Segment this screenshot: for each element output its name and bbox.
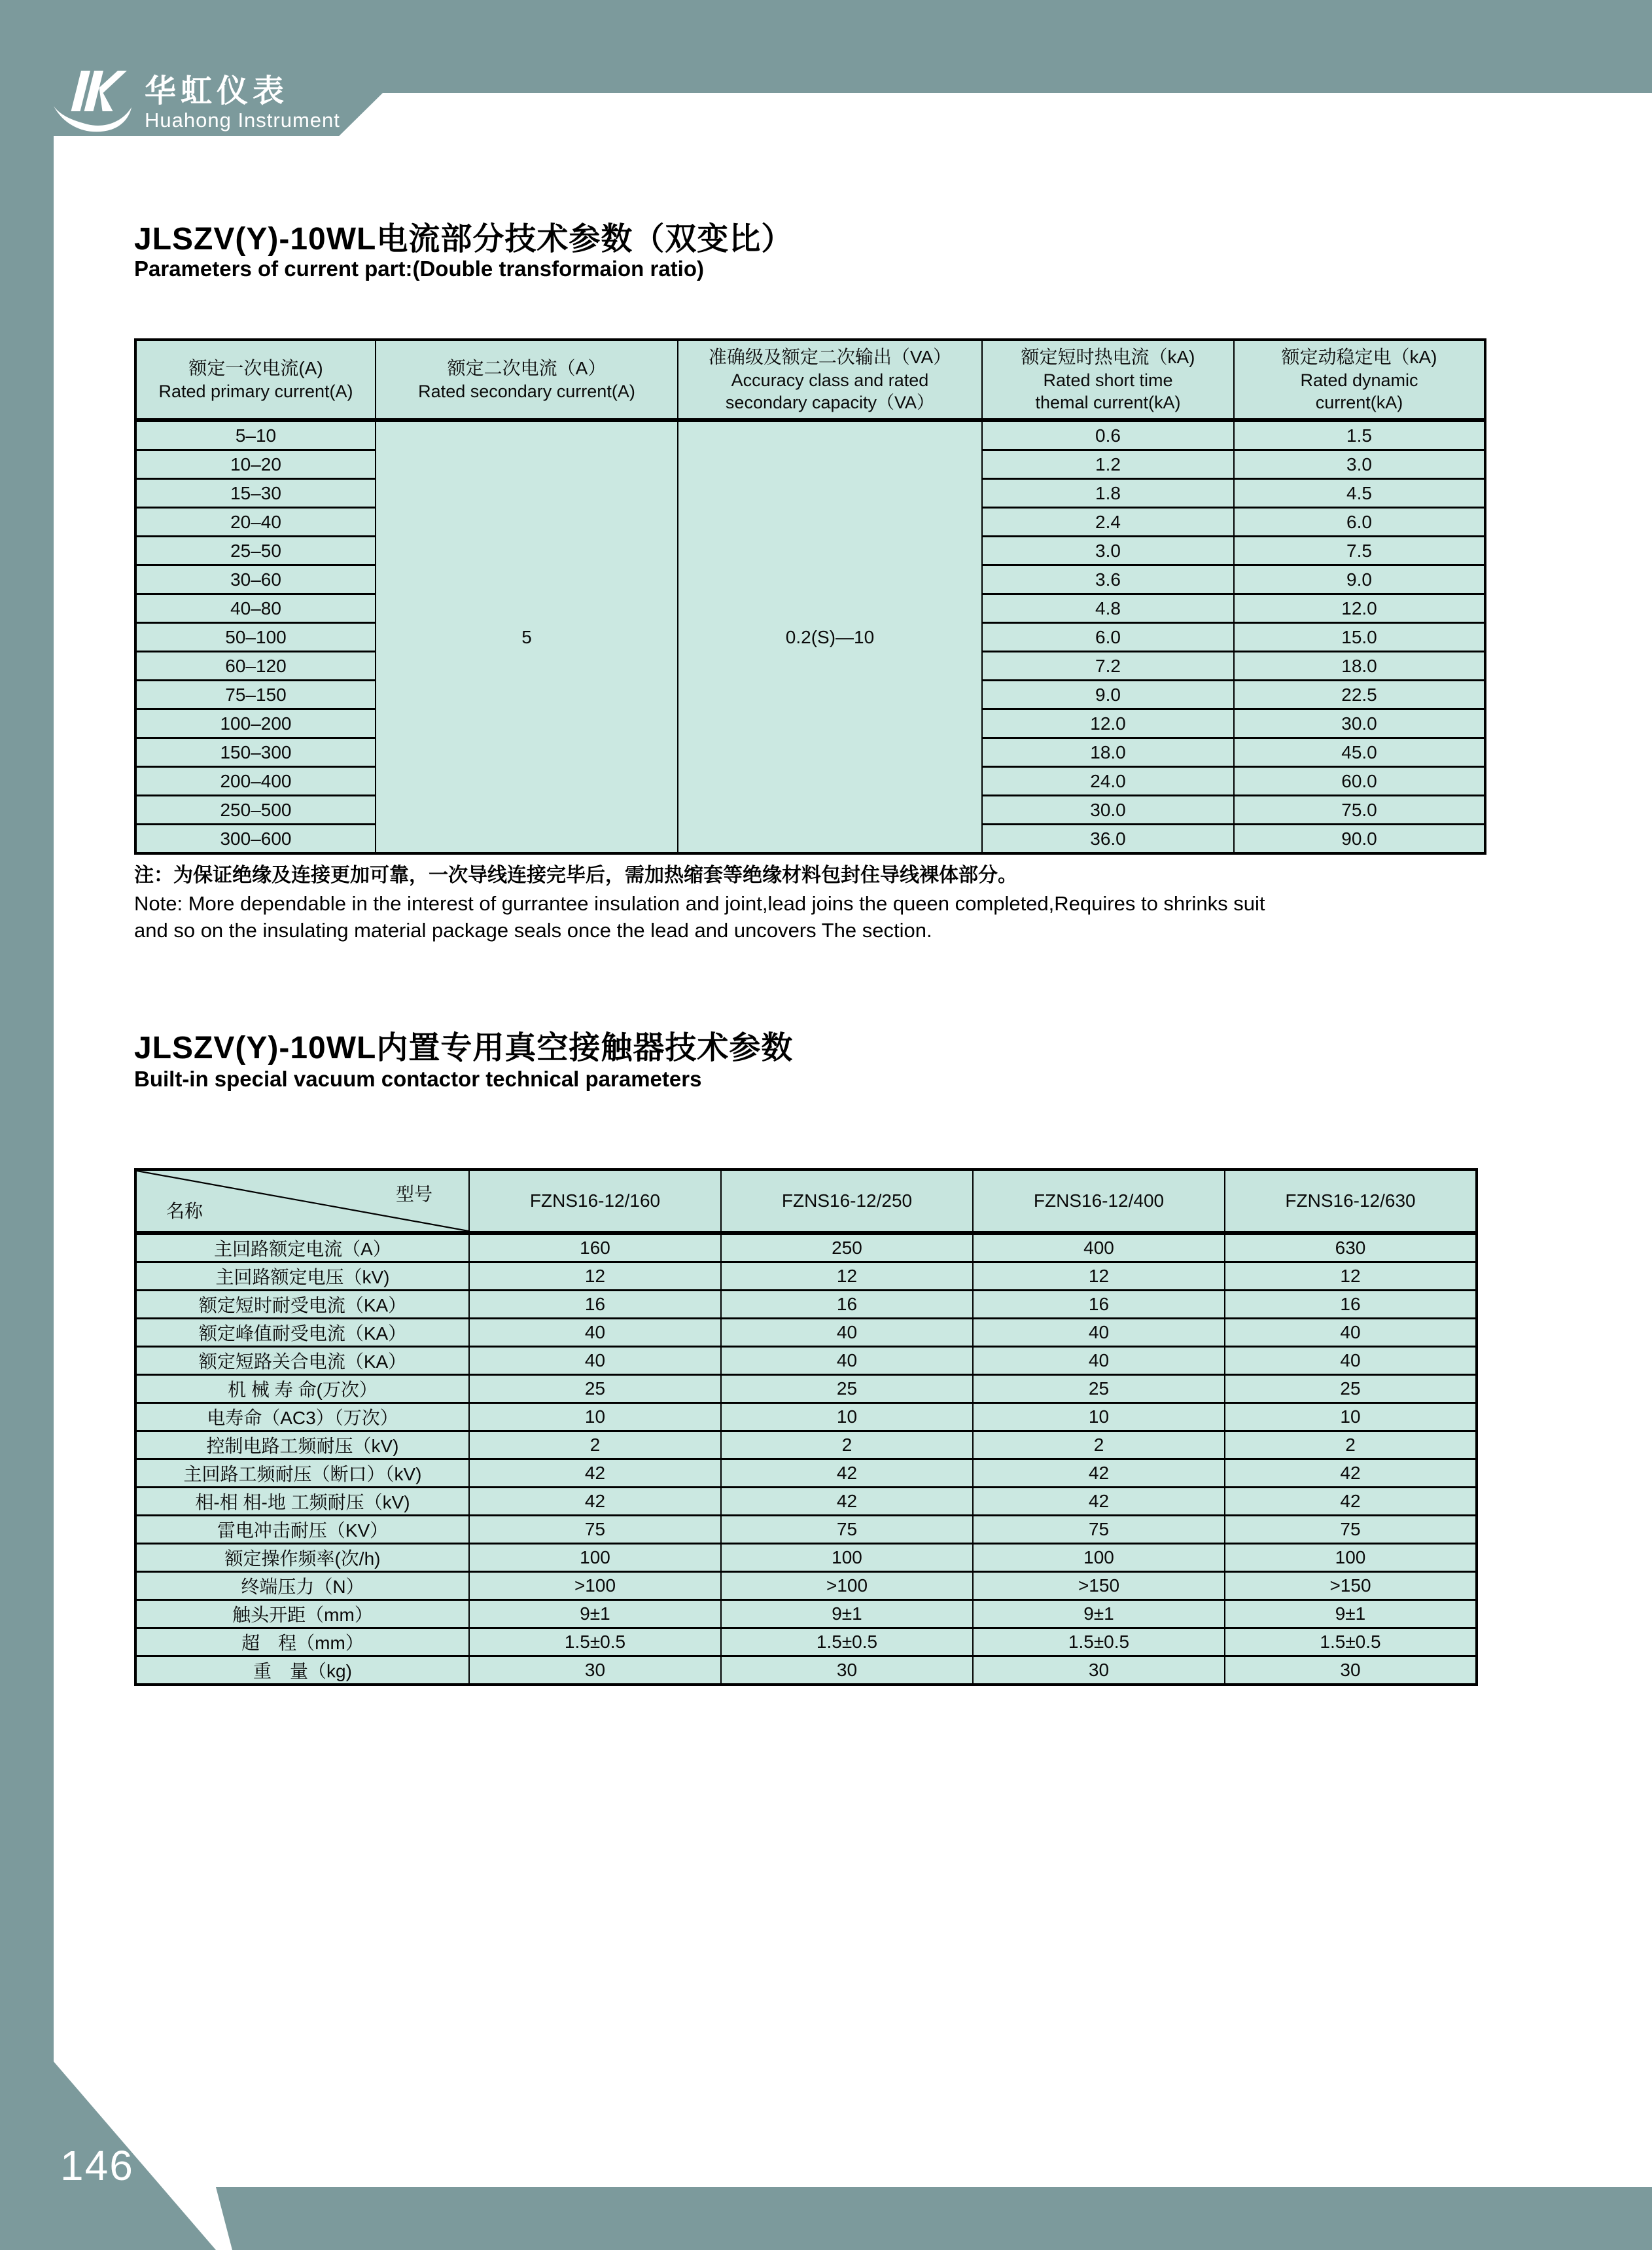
table-cell: 7.2: [982, 652, 1234, 681]
parameter-value-cell: 9±1: [469, 1600, 721, 1628]
table-cell: 24.0: [982, 767, 1234, 796]
parameter-value-cell: 75: [1225, 1516, 1477, 1544]
parameter-label-cell: 额定操作频率(次/h): [135, 1544, 469, 1572]
model-column-header: FZNS16-12/630: [1225, 1170, 1477, 1233]
parameter-value-cell: >150: [1225, 1572, 1477, 1600]
table-cell: 12.0: [982, 709, 1234, 738]
logo-chinese-name: 华虹仪表: [145, 74, 289, 109]
parameter-value-cell: 400: [973, 1233, 1225, 1262]
table-cell: 15.0: [1234, 623, 1485, 652]
table-row: [135, 1319, 1477, 1347]
parameter-value-cell: 75: [721, 1516, 973, 1544]
column-header: [135, 340, 376, 420]
contactor-table-body: [135, 1233, 1477, 1685]
parameter-value-cell: 42: [1225, 1488, 1477, 1516]
table-cell: 18.0: [1234, 652, 1485, 681]
table-cell: 60.0: [1234, 767, 1485, 796]
parameter-value-cell: 30: [973, 1656, 1225, 1685]
parameter-label-cell: 雷电冲击耐压（KV）: [135, 1516, 469, 1544]
parameter-label-cell: 电寿命（AC3）（万次）: [135, 1403, 469, 1431]
column-header: [376, 340, 678, 420]
parameter-value-cell: 100: [1225, 1544, 1477, 1572]
table-row: [135, 1516, 1477, 1544]
table-cell: 6.0: [1234, 508, 1485, 537]
table-cell: 25–50: [135, 537, 376, 565]
parameter-value-cell: 75: [469, 1516, 721, 1544]
corner-label-model: 型号: [395, 1184, 432, 1204]
table-row: [135, 1291, 1477, 1319]
table-cell: 40–80: [135, 594, 376, 623]
header-cn: 额定短时热电流（kA): [1021, 347, 1195, 367]
column-header: [982, 340, 1234, 420]
table-cell: 22.5: [1234, 681, 1485, 709]
parameter-value-cell: 40: [721, 1347, 973, 1375]
parameter-label-cell: 相-相 相-地 工频耐压（kV): [135, 1488, 469, 1516]
parameter-value-cell: 250: [721, 1233, 973, 1262]
parameter-value-cell: 40: [721, 1319, 973, 1347]
table-cell: 4.5: [1234, 479, 1485, 508]
parameter-value-cell: 30: [721, 1656, 973, 1685]
header-cn: 额定二次电流（A）: [447, 358, 606, 378]
header-cn: 额定动稳定电（kA): [1281, 347, 1437, 367]
parameter-label-cell: 超 程（mm）: [135, 1628, 469, 1656]
table-cell: 50–100: [135, 623, 376, 652]
parameter-value-cell: >100: [469, 1572, 721, 1600]
parameter-value-cell: 9±1: [721, 1600, 973, 1628]
table-cell: 12.0: [1234, 594, 1485, 623]
table-row: [135, 1572, 1477, 1600]
brand-logo: [51, 65, 340, 139]
parameter-value-cell: 160: [469, 1233, 721, 1262]
table-cell: 10–20: [135, 450, 376, 479]
parameter-value-cell: 10: [469, 1403, 721, 1431]
table-cell: 9.0: [1234, 565, 1485, 594]
model-column-header: FZNS16-12/400: [973, 1170, 1225, 1233]
parameter-value-cell: 12: [721, 1262, 973, 1291]
note-chinese: 注：为保证绝缘及连接更加可靠，一次导线连接完毕后，需加热缩套等绝缘材料包封住导线裸体部分。: [134, 865, 1017, 886]
parameter-value-cell: 25: [721, 1375, 973, 1403]
table-cell: 15–30: [135, 479, 376, 508]
table-row: [135, 1262, 1477, 1291]
parameter-value-cell: 30: [1225, 1656, 1477, 1685]
parameter-value-cell: 40: [973, 1319, 1225, 1347]
table-cell: 250–500: [135, 796, 376, 825]
parameter-value-cell: 1.5±0.5: [469, 1628, 721, 1656]
table-cell: 100–200: [135, 709, 376, 738]
parameter-value-cell: >150: [973, 1572, 1225, 1600]
header-en: Rated secondary current(A): [418, 382, 635, 401]
parameter-value-cell: 1.5±0.5: [1225, 1628, 1477, 1656]
parameter-value-cell: 75: [973, 1516, 1225, 1544]
table-cell: 30.0: [1234, 709, 1485, 738]
table-cell: 90.0: [1234, 825, 1485, 854]
table-header-row: [135, 1170, 1477, 1233]
table-cell: 3.0: [1234, 450, 1485, 479]
parameter-label-cell: 主回路额定电流（A）: [135, 1233, 469, 1262]
parameter-value-cell: 40: [1225, 1347, 1477, 1375]
table-row: [135, 420, 1485, 450]
diagonal-corner-cell: [135, 1170, 469, 1233]
table-cell: 45.0: [1234, 738, 1485, 767]
header-en: Accuracy class and rated secondary capacity（VA）: [725, 370, 935, 412]
header-cn: 额定一次电流(A): [188, 358, 323, 378]
contactor-parameters-table: [134, 1168, 1478, 1686]
table-cell: 60–120: [135, 652, 376, 681]
parameter-label-cell: 控制电路工频耐压（kV): [135, 1431, 469, 1459]
table-cell: 30.0: [982, 796, 1234, 825]
table-row: [135, 1459, 1477, 1488]
parameter-value-cell: 25: [973, 1375, 1225, 1403]
current-parameters-table: [134, 338, 1486, 855]
table-note: [134, 861, 1265, 944]
header-en: Rated dynamic current(kA): [1300, 370, 1418, 412]
section1-subtitle: Parameters of current part:(Double transformaion ratio): [134, 257, 704, 281]
parameter-label-cell: 触头开距（mm）: [135, 1600, 469, 1628]
parameter-value-cell: 12: [973, 1262, 1225, 1291]
table-row: [135, 1431, 1477, 1459]
parameter-value-cell: 1.5±0.5: [973, 1628, 1225, 1656]
parameter-value-cell: 42: [973, 1488, 1225, 1516]
table-cell: 18.0: [982, 738, 1234, 767]
merged-accuracy-class-cell: 0.2(S)—10: [678, 420, 982, 853]
parameter-value-cell: 42: [469, 1459, 721, 1488]
parameter-value-cell: 10: [721, 1403, 973, 1431]
parameter-value-cell: 2: [469, 1431, 721, 1459]
parameter-value-cell: 25: [1225, 1375, 1477, 1403]
table-cell: 5–10: [135, 420, 376, 450]
parameter-value-cell: 9±1: [973, 1600, 1225, 1628]
logo-english-name: Huahong Instrument: [145, 109, 340, 132]
table-cell: 6.0: [982, 623, 1234, 652]
model-column-header: FZNS16-12/250: [721, 1170, 973, 1233]
left-sidebar-shape: [0, 0, 54, 2250]
parameter-label-cell: 主回路额定电压（kV): [135, 1262, 469, 1291]
parameter-value-cell: 16: [721, 1291, 973, 1319]
parameter-value-cell: 630: [1225, 1233, 1477, 1262]
parameter-value-cell: 42: [721, 1459, 973, 1488]
note-english-line2: and so on the insulating material package seals once the lead and uncovers The section.: [134, 919, 932, 942]
table-cell: 1.5: [1234, 420, 1485, 450]
parameter-value-cell: 100: [973, 1544, 1225, 1572]
table-cell: 20–40: [135, 508, 376, 537]
parameter-value-cell: 12: [1225, 1262, 1477, 1291]
parameter-label-cell: 额定短时耐受电流（KA）: [135, 1291, 469, 1319]
parameter-label-cell: 额定短路关合电流（KA）: [135, 1347, 469, 1375]
parameter-value-cell: 42: [973, 1459, 1225, 1488]
column-header: [1234, 340, 1485, 420]
parameter-value-cell: 42: [721, 1488, 973, 1516]
table-cell: 75–150: [135, 681, 376, 709]
parameter-value-cell: 2: [1225, 1431, 1477, 1459]
table-cell: 4.8: [982, 594, 1234, 623]
column-header: [678, 340, 982, 420]
section2-title: JLSZV(Y)-10WL内置专用真空接触器技术参数: [134, 1031, 794, 1065]
table-row: [135, 1628, 1477, 1656]
current-table-body: [135, 420, 1485, 853]
table-cell: 150–300: [135, 738, 376, 767]
table-row: [135, 1403, 1477, 1431]
parameter-label-cell: 机 械 寿 命(万次）: [135, 1375, 469, 1403]
header-en: Rated primary current(A): [158, 382, 353, 401]
table-cell: 1.8: [982, 479, 1234, 508]
parameter-label-cell: 额定峰值耐受电流（KA）: [135, 1319, 469, 1347]
table-cell: 36.0: [982, 825, 1234, 854]
parameter-value-cell: 40: [469, 1319, 721, 1347]
table-row: [135, 1347, 1477, 1375]
parameter-value-cell: 9±1: [1225, 1600, 1477, 1628]
parameter-value-cell: 2: [721, 1431, 973, 1459]
parameter-value-cell: 10: [973, 1403, 1225, 1431]
parameter-value-cell: >100: [721, 1572, 973, 1600]
table-row: [135, 1233, 1477, 1262]
table-row: [135, 1488, 1477, 1516]
parameter-value-cell: 16: [1225, 1291, 1477, 1319]
table-row: [135, 1544, 1477, 1572]
table-cell: 1.2: [982, 450, 1234, 479]
table-cell: 2.4: [982, 508, 1234, 537]
table-row: [135, 1375, 1477, 1403]
parameter-value-cell: 40: [469, 1347, 721, 1375]
parameter-value-cell: 42: [469, 1488, 721, 1516]
section1-title: JLSZV(Y)-10WL电流部分技术参数（双变比）: [134, 222, 794, 257]
table-cell: 7.5: [1234, 537, 1485, 565]
table-cell: 30–60: [135, 565, 376, 594]
parameter-label-cell: 主回路工频耐压（断口）（kV): [135, 1459, 469, 1488]
table-cell: 300–600: [135, 825, 376, 854]
parameter-value-cell: 10: [1225, 1403, 1477, 1431]
footer-band-shape: [216, 2187, 1652, 2250]
parameter-value-cell: 100: [469, 1544, 721, 1572]
parameter-value-cell: 12: [469, 1262, 721, 1291]
header-en: Rated short time themal current(kA): [1035, 370, 1181, 412]
table-header-row: [135, 340, 1485, 420]
model-column-header: FZNS16-12/160: [469, 1170, 721, 1233]
header-cn: 准确级及额定二次输出（VA）: [708, 347, 952, 367]
parameter-label-cell: 重 量（kg): [135, 1656, 469, 1685]
parameter-value-cell: 1.5±0.5: [721, 1628, 973, 1656]
parameter-value-cell: 100: [721, 1544, 973, 1572]
parameter-value-cell: 16: [973, 1291, 1225, 1319]
table-cell: 0.6: [982, 420, 1234, 450]
section2-subtitle: Built-in special vacuum contactor technical parameters: [134, 1067, 702, 1091]
table-row: [135, 1656, 1477, 1685]
table-row: [135, 1600, 1477, 1628]
merged-secondary-current-cell: 5: [376, 420, 678, 853]
parameter-label-cell: 终端压力（N）: [135, 1572, 469, 1600]
note-english-line1: Note: More dependable in the interest of gurrantee insulation and joint,lead joins the queen completed,Requires to shrinks suit: [134, 892, 1265, 915]
huahong-logo-icon: [51, 65, 133, 139]
parameter-value-cell: 42: [1225, 1459, 1477, 1488]
page-number: 146: [60, 2142, 134, 2189]
corner-label-name: 名称: [166, 1201, 203, 1221]
table-cell: 3.6: [982, 565, 1234, 594]
parameter-value-cell: 16: [469, 1291, 721, 1319]
parameter-value-cell: 30: [469, 1656, 721, 1685]
table-cell: 9.0: [982, 681, 1234, 709]
table-cell: 3.0: [982, 537, 1234, 565]
parameter-value-cell: 2: [973, 1431, 1225, 1459]
parameter-value-cell: 40: [1225, 1319, 1477, 1347]
table-cell: 75.0: [1234, 796, 1485, 825]
parameter-value-cell: 25: [469, 1375, 721, 1403]
parameter-value-cell: 40: [973, 1347, 1225, 1375]
table-cell: 200–400: [135, 767, 376, 796]
